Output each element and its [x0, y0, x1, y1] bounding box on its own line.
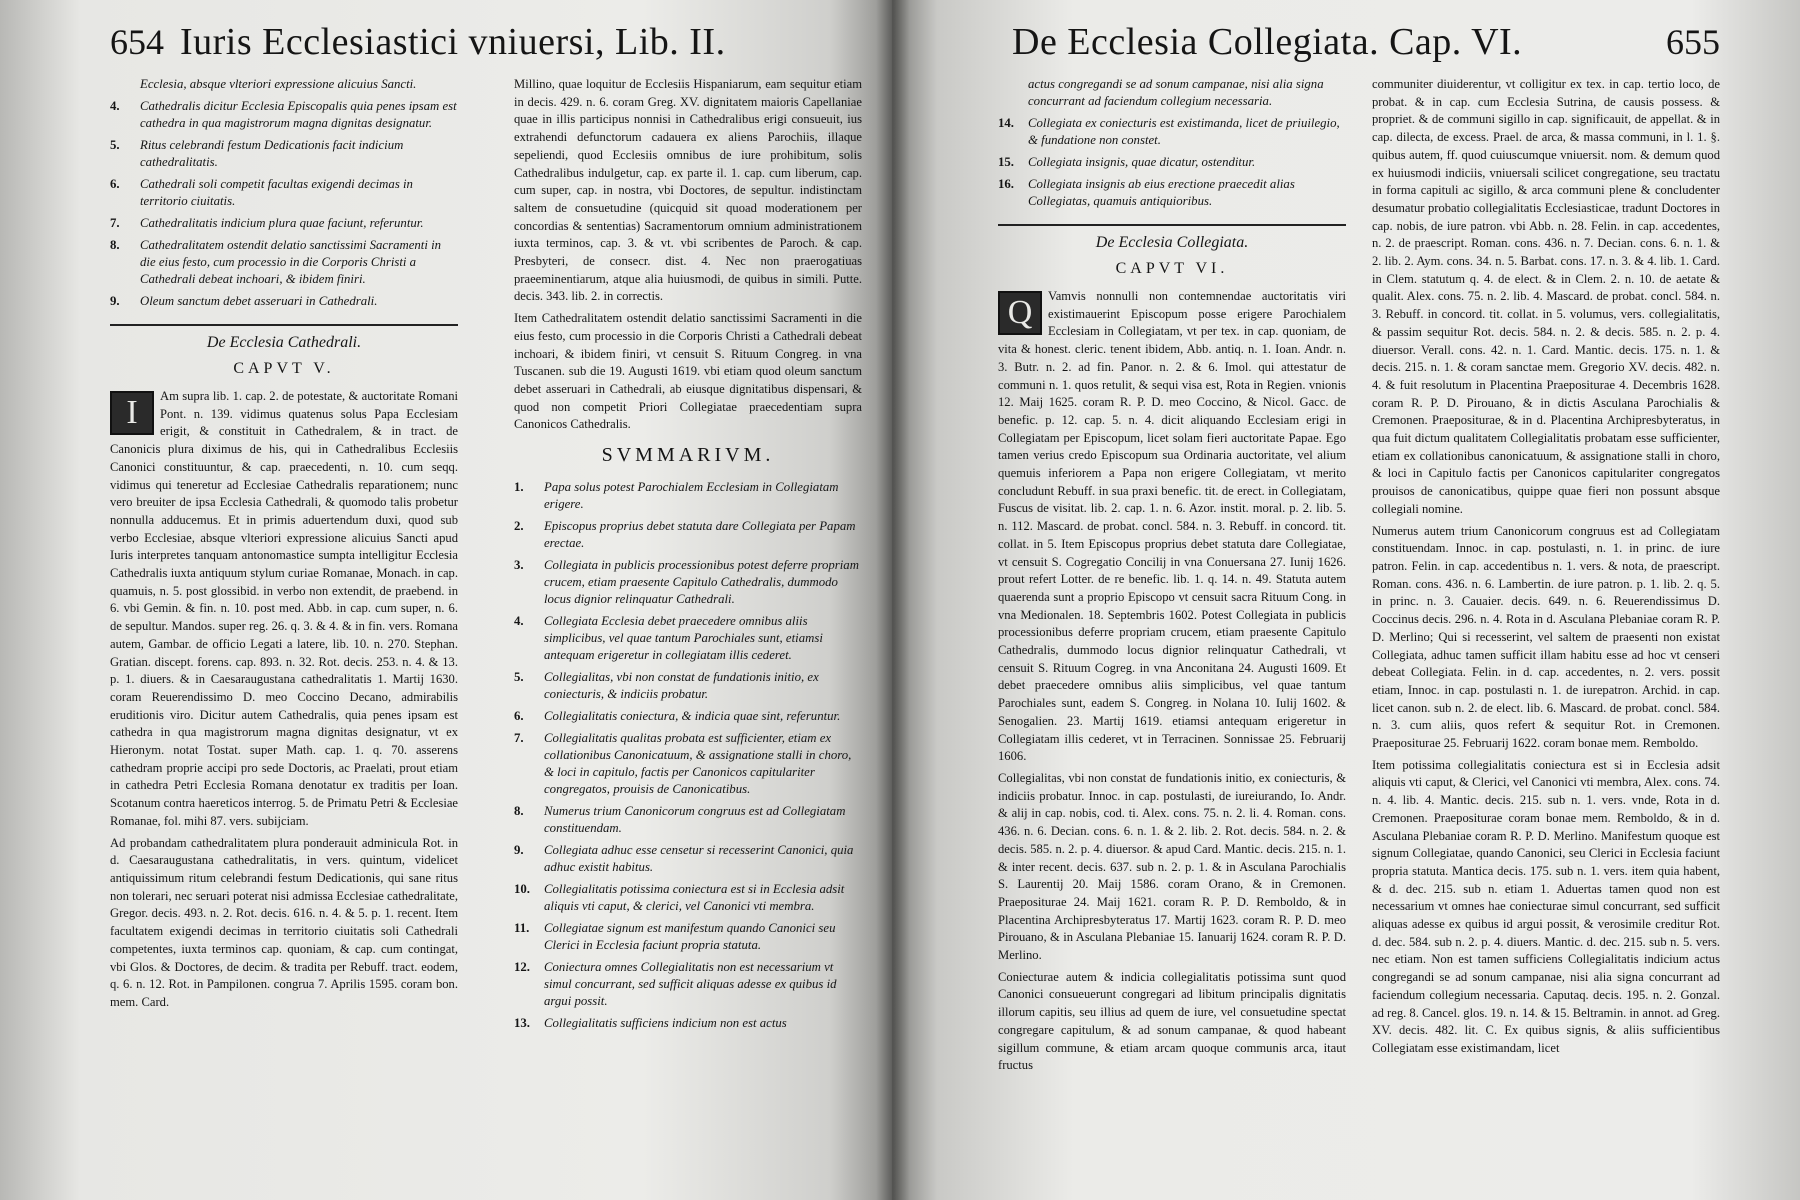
decorated-initial: I — [110, 391, 154, 435]
summary-item-number: 4. — [514, 614, 524, 629]
section-title: De Ecclesia Cathedrali. — [206, 334, 362, 351]
summary-item-number: 6. — [514, 709, 524, 724]
summary-item-number: 12. — [514, 960, 530, 975]
summary-item — [514, 613, 862, 664]
right-column-1 — [998, 76, 1346, 1079]
summary-item-number: 8. — [514, 804, 524, 819]
left-column-2 — [514, 76, 862, 1037]
summary-item-text: actus congregandi se ad sonum campanae, nisi alia signa concurrant ad faciendum collegium necessaria. — [1028, 77, 1324, 108]
right-page — [892, 0, 1800, 1200]
summary-item-text: Cathedralitatis indicium plura quae faciunt, referuntur. — [140, 216, 424, 230]
summary-item — [514, 881, 862, 915]
summary-heading: SVMMARIVM. — [601, 444, 775, 467]
section-rule — [110, 324, 458, 326]
summary-item — [998, 76, 1346, 110]
summary-item — [514, 920, 862, 954]
decorated-initial: Q — [998, 291, 1042, 335]
paragraph — [998, 288, 1346, 766]
summary-item-number — [998, 76, 1028, 110]
paragraph-text: Am supra lib. 1. cap. 2. de potestate, & auctoritate Romani Pont. n. 139. vidimus quatenus solus Papa Ecclesiam erigit, & constituit in Cathedralem, & in tract. de Canonicis plura diximus de his, qui in Cathedralibus Ecclesiis Canonici constituuntur, & cap. praecedenti, n. 10. cum seqq. vidimus qui teneretur ad Ecclesiae Cathedralis reparationem; nunc vero breuiter de ipsa Ecclesia Cathedrali, & quomodo talis probetur nonnulla adducemus. Et in primis aduertendum duxi, quod sub verbo Ecclesiae, absque vlteriori expressione alicuius Sancti apud Iuris interpretes tanquam antonomastice sumpta intelligitur Ecclesia Cathedralis iuxta antiquum stylum curiae Romanae, Monach. in cap. quamuis, n. 5. post glossibid. in verbo non extendit, de praebend. in 6. vbi Gemin. & fin. n. 10. post med. Abb. in cap. cum super, n. 6. de sepultur. Mandos. super reg. 26. q. 3. & 4. & in fin. vers. Romana autem, Gambar. de officio Legati a latere, lib. 10. n. 270. Stephan. Gratian. discept. forens. cap. 893. n. 32. Rot. decis. 253. n. 4. & 13. p. 1. diuers. & in Caesaraugustana cathedralitatis 1. Martij 1630. coram Reuerendissimo D. meo Coccino Decano, admirabilis eruditionis viro. Dicitur autem Cathedralis, quia penes ipsam est cathedra in qua magistrorum magna dignitas designatur, vt ex Hieronym. notat Tostat. super Math. cap. 1. q. 70. asserens cathedram proprie accipi pro sede Doctoris, ac Praelati, prout etiam in cathedra Petri Ecclesia Romana denotatur ex traditis per Ioan. Scotanum contra haereticos interrog. 5. de Primatu Petri & Ecclesiae Romanae, fol. mihi 87. vers. subijciam. — [110, 389, 458, 828]
summary-item-text: Collegialitatis sufficiens indicium non est actus — [544, 1016, 787, 1031]
summary-item-text: Collegiata ex coniecturis est existimanda, licet de priuilegio, & fundatione non constet. — [1028, 116, 1340, 147]
section-rule — [998, 224, 1346, 226]
summary-item-text: Cathedrali soli competit facultas exigendi decimas in territorio ciuitatis. — [140, 177, 413, 208]
summary-continued-list — [998, 76, 1346, 210]
left-column-1 — [110, 76, 458, 1016]
paragraph: Item potissima collegialitatis coniectura est si in Ecclesia adsit aliquis vti caput, & Clerici, vel Canonici vti membra, Alex. cons. 74. n. 4. lib. 4. Mantic. decis. 215. sub n. 1. vers. vnde, Rota in d. Cremonen. Praepositurae coram bonae mem. Remboldo, & in d. Asculana Plebaniae coram R. P. D. Merlino. Manifestum quoque est signum Collegiatae, quando Canonici, seu Clerici in Ecclesia faciunt propria statuta. Mantica decis. 175. sub n. 1. vers. item quia habent, & d. dec. 215. sub n. etiam 1. Aduertas tamen quod non est necessarium vt omnes hae coniecturae simul concurrant, sed sufficit aliquas adesse ex quibus id argui possit, & verosimile creditur Rot. d. dec. 584. sub n. 2. p. 4. diuers. Mantic. d. dec. 215. sub n. 5. vers. nec etiam. Non est tamen sufficiens Collegialitatis indicium actus congregandi se ad sonum campanae, nisi alia signa concurrant ad faciendum collegium necessaria. Caputaq. decis. 195. n. 2. Gonzal. ad reg. 8. Cancel. glos. 19. n. 14. & 15. Beltramin. in annot. ad Greg. XV. decis. 482. lit. C. Ex quibus signis, & aliis sufficientibus Collegiatam esse existimandam, licet — [1372, 757, 1721, 1055]
chapter-heading: CAPVT V. — [233, 360, 335, 377]
summary-item-number: 5. — [514, 670, 524, 685]
summary-item-number: 7. — [514, 731, 524, 746]
summary-item — [110, 76, 458, 93]
summary-item-text: Cathedralis dicitur Ecclesia Episcopalis quia penes ipsam est cathedra in qua magistrorum magna dignitas designatur. — [140, 99, 457, 130]
paragraph — [110, 388, 458, 831]
summary-item-text: Coniectura omnes Collegialitatis non est necessarium vt simul concurrant, sed sufficit aliquas adesse ex quibus id argui possit. — [544, 960, 837, 1009]
left-page — [0, 0, 892, 1200]
summary-item — [110, 176, 458, 210]
paragraph: Coniecturae autem & indicia collegialitatis potissima sunt quod Canonici consueuerunt congregari ad libitum principalis dignitatis illorum capitis, seu illius ad quem de iure, vel consuetudine spectat congregare capitulum, & ad sonum campanae, & quod habeant sigillum commune, & etiam arcam quoque communis arca, itaut fructus — [998, 969, 1346, 1073]
summary-item-number: 2. — [514, 519, 524, 534]
summary-item-number: 5. — [110, 138, 120, 152]
left-page-number: 654 — [110, 22, 164, 62]
summary-item-text: Collegiata adhuc esse censetur si recesserint Canonici, quia adhuc existit habitus. — [544, 843, 854, 875]
summary-item-number: 1. — [514, 480, 524, 495]
chapter-heading: CAPVT VI. — [1115, 260, 1229, 277]
summary-item — [514, 959, 862, 1010]
summary-item-text: Ritus celebrandi festum Dedicationis facit indicium cathedralitatis. — [140, 138, 404, 169]
paragraph: Collegialitas, vbi non constat de fundationis initio, ex coniecturis, & indiciis probatur. Innoc. in cap. postulasti, de iureiurando, Io. Andr. & alij in cap. nobis, cod. ti. Alex. cons. 75. n. 2. li. 4. Roman. cons. 436. n. 6. Decian. cons. 6. n. 1. & 2. lib. 2. Rot. decis. 584. n. 2. & decis. 585. n. 2. p. 4. diuersor. & apud Card. Mantic. decis. 215. n. 1. & inter recent. decis. 637. sub n. 2. p. 1. & in Asculana Parochialis S. Laurentij 20. Maij 1586. coram Orano, & in Cremonen. Praepositurae 24. Maij 1621. coram R. P. D. Remboldo, & in Placentina Archipresbyteratus 17. Martij 1623. coram R. P. D. meo Pirouano, & in Asculana Plebaniae 15. Ianuarij 1624. coram R. P. D. Merlino. — [998, 770, 1346, 963]
right-running-title: De Ecclesia Collegiata. Cap. VI. — [1012, 21, 1523, 63]
summary-item — [514, 1015, 862, 1032]
summary-item — [514, 730, 862, 798]
summary-item-text: Oleum sanctum debet asseruari in Cathedrali. — [140, 294, 378, 308]
left-running-title: Iuris Ecclesiastici vniuersi, Lib. II. — [180, 21, 726, 63]
summary-main-list — [514, 479, 862, 1032]
right-column-2 — [1372, 76, 1720, 1062]
summary-item — [514, 708, 862, 725]
summary-item-number: 8. — [110, 238, 120, 252]
summary-item-number: 6. — [110, 177, 120, 191]
summary-item — [110, 215, 458, 232]
summary-item — [514, 557, 862, 608]
summary-item-text: Collegialitatis coniectura, & indicia quae sint, referuntur. — [544, 709, 841, 724]
summary-item — [110, 293, 458, 310]
summary-item — [514, 518, 862, 552]
summary-item-text: Collegiata in publicis processionibus potest deferre propriam crucem, etiam praesente Capitulo Cathedralis, dummodo locus dignior relinquatur Cathedrali. — [544, 558, 859, 607]
section-title: De Ecclesia Collegiata. — [1095, 234, 1249, 251]
summary-item — [998, 176, 1346, 210]
summary-item-number — [110, 76, 140, 93]
summary-item-number: 11. — [514, 921, 530, 936]
summary-item-text: Papa solus potest Parochialem Ecclesiam in Collegiatam erigere. — [544, 480, 839, 512]
summary-item — [514, 803, 862, 837]
summary-item-number: 13. — [514, 1016, 530, 1031]
summary-item — [514, 479, 862, 513]
paragraph: Numerus autem trium Canonicorum congruus est ad Collegiatam constituendam. Innoc. in cap. postulasti, n. 1. in princ. de iure patron. Felin. in cap. accedentibus n. 1. vers. & nota, de praescript. Roman. cons. 436. n. 6. Lambertin. de iure patron. p. 1. lib. 2. q. 5. in princ. n. 3. Cauaier. decis. 649. n. 6. Reuerendissimus D. Coccinus decis. 296. n. 4. Rota in d. Asculana Plebaniae coram R. P. D. Merlino; Qui si recesserint, vel saltem de praesenti non existat Collegiata, adhuc tamen sufficit illam habitu esse ad hoc vt censeri debeat Collegiata. Felin. in d. cap. accedentes, n. 2. vers. possit etiam, Innoc. in cap. postulasti n. 1. de iurepatron. Archid. in cap. licet canon. sub n. 2. de elect. lib. 6. Mascard. de probat. concl. 584. n. 3. cum aliis, quos refert & sequitur Rot. in Cremonen. Praepositurae 25. Februarij 1622. coram bonae mem. Remboldo. — [1372, 523, 1720, 751]
paragraph-text: Vamvis nonnulli non contemnendae auctoritatis viri existimauerint Episcopum posse erigere Parochialem Ecclesiam in Collegiatam, vt per tex. in cap. quoniam, de vita & honest. cleric. tenent ibidem, Abb. antiq. n. 1. Ioan. Andr. n. 3. Butr. n. 2. ad fin. Panor. n. 2. & 6. Imol. qui attestatur de communi n. 1. quos retulit, & sequi visa est, Rota in Regien. vnionis 12. Maij 1625. coram R. P. D. meo Coccino, & Nicol. Gacc. de benefic. p. 12. cap. 5. n. 4. dicit aliquando Ecclesiam erigi in Collegiatam per Episcopum, licet solam fieri auctoritate Papae. Ego tamen verius credo Episcopum sua Ordinaria auctoritate, vel alium quemuis inferiorem a Papa non erigere Collegiatam, vt merito concludunt Rebuff. in sua praxi benefic. tit. de erect. in Collegiatam, Fuscus de visitat. lib. 2. cap. 1. n. 6. Azor. instit. moral. p. 2. lib. 5. n. 112. Mascard. de probat. concl. 584. n. 3. Rebuff. in concord. tit. collat. in 5. Item Episcopus proprius debet statuta dare Collegiatae, vt censuit S. Cogregatio Concilij in vna Conuersana 27. Iunij 1626. prout refert Lotter. de re benefic. lib. 1. q. 14. n. 49. Statuta autem quaerenda sunt a proprio Episcopo vt censuit sacra Rituum Cong. in vna Medionalen. 18. Septembris 1602. Potest Collegiata in publicis processionibus deferre propriam crucem, etiam praesente Capitulo Cathedralis, dummodo locus dignior relinquatur Cathedrali, vt censuit S. Rituum Cogreg. in vna Anconitana 24. Augusti 1609. Et debet praecedere omnibus aliis simplicibus, vel quae tantum Parochiales sunt, eadem S. Congreg. in Nolana 10. Iulij 1602. & Senogalien. 23. Martij 1619. etiamsi antequam erigeretur in Collegiatam illis cederet, vt in Terracinen. Sonnissae 25. Februarij 1606. — [998, 289, 1346, 764]
paragraph: Ad probandam cathedralitatem plura ponderauit adminicula Rot. in d. Caesaraugustana cathedralitatis, in vers. quintum, videlicet antiquissimum ritum celebrandi festum Dedicationis, qui sane ritus non tolerari, nec seruari poterat nisi admissa Ecclesiae cathedralitate, Gregor. decis. 493. n. 2. Rot. decis. 616. n. 4. & 5. p. 1. recent. Item facultatem exigendi decimas in territorio ciuitatis soli Cathedrali competentes, iuxta terminos cap. quoniam, & cap. cum contingat, vbi Glos. & Doctores, de decim. & tradita per Rebuff. tract. eodem, q. 6. n. 12. Rot. in Pampilonen. congrua 7. Aprilis 1595. coram bon. mem. Card. — [110, 835, 458, 1009]
summary-item-number: 4. — [110, 99, 120, 113]
right-page-number: 655 — [1666, 22, 1720, 62]
left-running-head — [110, 20, 862, 76]
summary-item — [514, 669, 862, 703]
summary-item-text: Collegiata Ecclesia debet praecedere omnibus aliis simplicibus, vel quae tantum Parochiales sunt, etiamsi antequam erigeretur in collegiatam illis cederet. — [544, 614, 823, 663]
summary-item-number: 9. — [514, 843, 524, 858]
summary-item-number: 10. — [514, 882, 530, 897]
summary-item-text: Episcopus proprius debet statuta dare Collegiata per Papam erectae. — [544, 519, 856, 551]
summary-item-number: 9. — [110, 294, 120, 308]
paragraph: Millino, quae loquitur de Ecclesiis Hispaniarum, eam sequitur etiam in decis. 429. n. 6. coram Greg. XV. dignitatem maioris Capellaniae quae in illis participus nonnisi in Cathedralibus erigi consueuit, ius extrahendi defunctorum cadauera ex aliens Parochiis, illaque sepeliendi, quod Ecclesiis omnibus de iure prohibitum, solis Cathedralibus indulgetur, cap. ex parte il. 1. cap. cum liberum, cap. cum super, cap. in nostra, vbi Doctores, de sepultur. indistinctam saltem de consuetudine (quicquid sit quoad moderationem per concordias & sententias) Sacramentorum omnium administrationem iuxta terminos, cap. 3. & vt. vbi scribentes de Paroch. & cap. Presbyteri, de consecr. dist. 4. Nec non praerogatiuas praeeminentiarum, atque alia huiusmodi, de quibus in simili. Putte. decis. 343. lib. 2. in correctis. — [514, 77, 862, 304]
summary-item — [110, 137, 458, 171]
summary-item-number: 14. — [998, 116, 1014, 130]
summary-item-text: Collegialitatis potissima coniectura est si in Ecclesia adsit aliquis vti caput, & clerici, vel Canonici vti membra. — [544, 882, 845, 914]
summary-item — [110, 237, 458, 288]
summary-item-text: Numerus trium Canonicorum congruus est ad Collegiatam constituendam. — [544, 804, 846, 836]
summary-item-number: 3. — [514, 558, 524, 573]
summary-item — [514, 842, 862, 876]
summary-item-number: 15. — [998, 155, 1014, 169]
summary-item — [110, 98, 458, 132]
summary-item-text: Collegialitas, vbi non constat de fundationis initio, ex coniecturis, & indiciis probatur. — [544, 670, 819, 702]
summary-item-number: 16. — [998, 177, 1014, 191]
paragraph: communiter diuiderentur, vt colligitur ex tex. in cap. tertio loco, de probat. & in cap. cum Ecclesia Sutrina, de causis possess. & propriet. & de communi sigillo in cap. significauit, de appellat. & in cap. dilecta, de excess. Prael. de arca, & massa communi, in l. 1. §. quibus autem, ff. quod cuiuscumque vniuersit. nom. & demum quod ex huiusmodi indiciis, vniuersali scilicet congregatione, seu tractatu in forma capituli ac sigillo, & arca communi plene & concludenter desumatur probatio collegialitatis Ecclesiasticae, tradunt Doctores in cap. nobis, de iure patron. vbi Abb. n. 28. Felin. in cap. accedentes, n. 2. de praescript. Roman. cons. 436. n. 7. Decian. cons. 6. n. 1. & 2. lib. 2. Aym. cons. 34. n. 5. Barbat. cons. 17. n. 3. & 4. lib. 1. Card. in Clem. statutum q. 4. de elect. & in Clem. 2. n. 10. de aetate & qualit. Alex. cons. 75. n. 2. lib. 4. Mascard. de probat. concl. 584. n. 3. Rebuff. in concord. tit. collat. in 5. volumus, vers. collegialitatis, & passim sequitur Rot. decis. 584. n. 2. & decis. 585. n. 2. p. 4. diuersor. Verall. cons. 42. n. 1. Card. Mantic. decis. 175. n. 1. & decis. 215. n. 1. & coram sanctae mem. Gregorio XV. decis. 482. n. 4. & fuit resolutum in Placentina Praepositurae 4. Decembris 1628. coram R. P. D. Pirouano, & in dictis Asculana Parochialis & Cremonen. Praepositurae, & in d. Placentina Archipresbyteratus, in qua fuit dictum qualitatem Collegialitatis probatam esse sufficienter, etiam ex collationibus canonicatuum, & assignatione stalli in choro, & loci in Capitulo factis per Canonicos capitulariter congregatos prouisos de canonicatibus, quippe quae fieri non possunt absque collegiali nomine. — [1372, 77, 1720, 516]
summary-item-text: Ecclesia, absque vlteriori expressione alicuius Sancti. — [140, 77, 417, 91]
summary-item-text: Collegialitatis qualitas probata est sufficienter, etiam ex collationibus Canonicatuum, & assignatione stalli in choro, & loci in capitulo, factis per Canonicos capitulariter congregatos, prouisis de Canonicatibus. — [544, 731, 852, 797]
summary-item-number: 7. — [110, 216, 120, 230]
paragraph: Item Cathedralitatem ostendit delatio sanctissimi Sacramenti in die eius festo, cum processio in die Corporis Christi a Cathedrali debeat inchoari, & ibidem finiri, vt censuit S. Rituum Congreg. in vna Tuscanen. sub die 19. Augusti 1619. vbi etiam quod oleum sanctum debet asseruari in Cathedrali, ab eiusque dignitatibus dispensari, & quod non competit Priori Collegiatae praecedentiam supra Canonicos Cathedralis. — [514, 311, 862, 432]
summary-item — [998, 154, 1346, 171]
right-running-head — [998, 20, 1720, 76]
summary-top-list — [110, 76, 458, 310]
summary-item-text: Collegiatae signum est manifestum quando Canonici seu Clerici in Ecclesia faciunt propria statuta. — [544, 921, 836, 953]
book-gutter — [876, 0, 910, 1200]
summary-item-text: Collegiata insignis ab eius erectione praecedit alias Collegiatas, quamuis antiquioribus. — [1028, 177, 1295, 208]
summary-item-text: Cathedralitatem ostendit delatio sanctissimi Sacramenti in die eius festo, cum processio in die Corporis Christi a Cathedrali debeat inchoari, & ibidem finiri. — [140, 238, 442, 286]
summary-item — [998, 115, 1346, 149]
summary-item-text: Collegiata insignis, quae dicatur, ostenditur. — [1028, 155, 1256, 169]
